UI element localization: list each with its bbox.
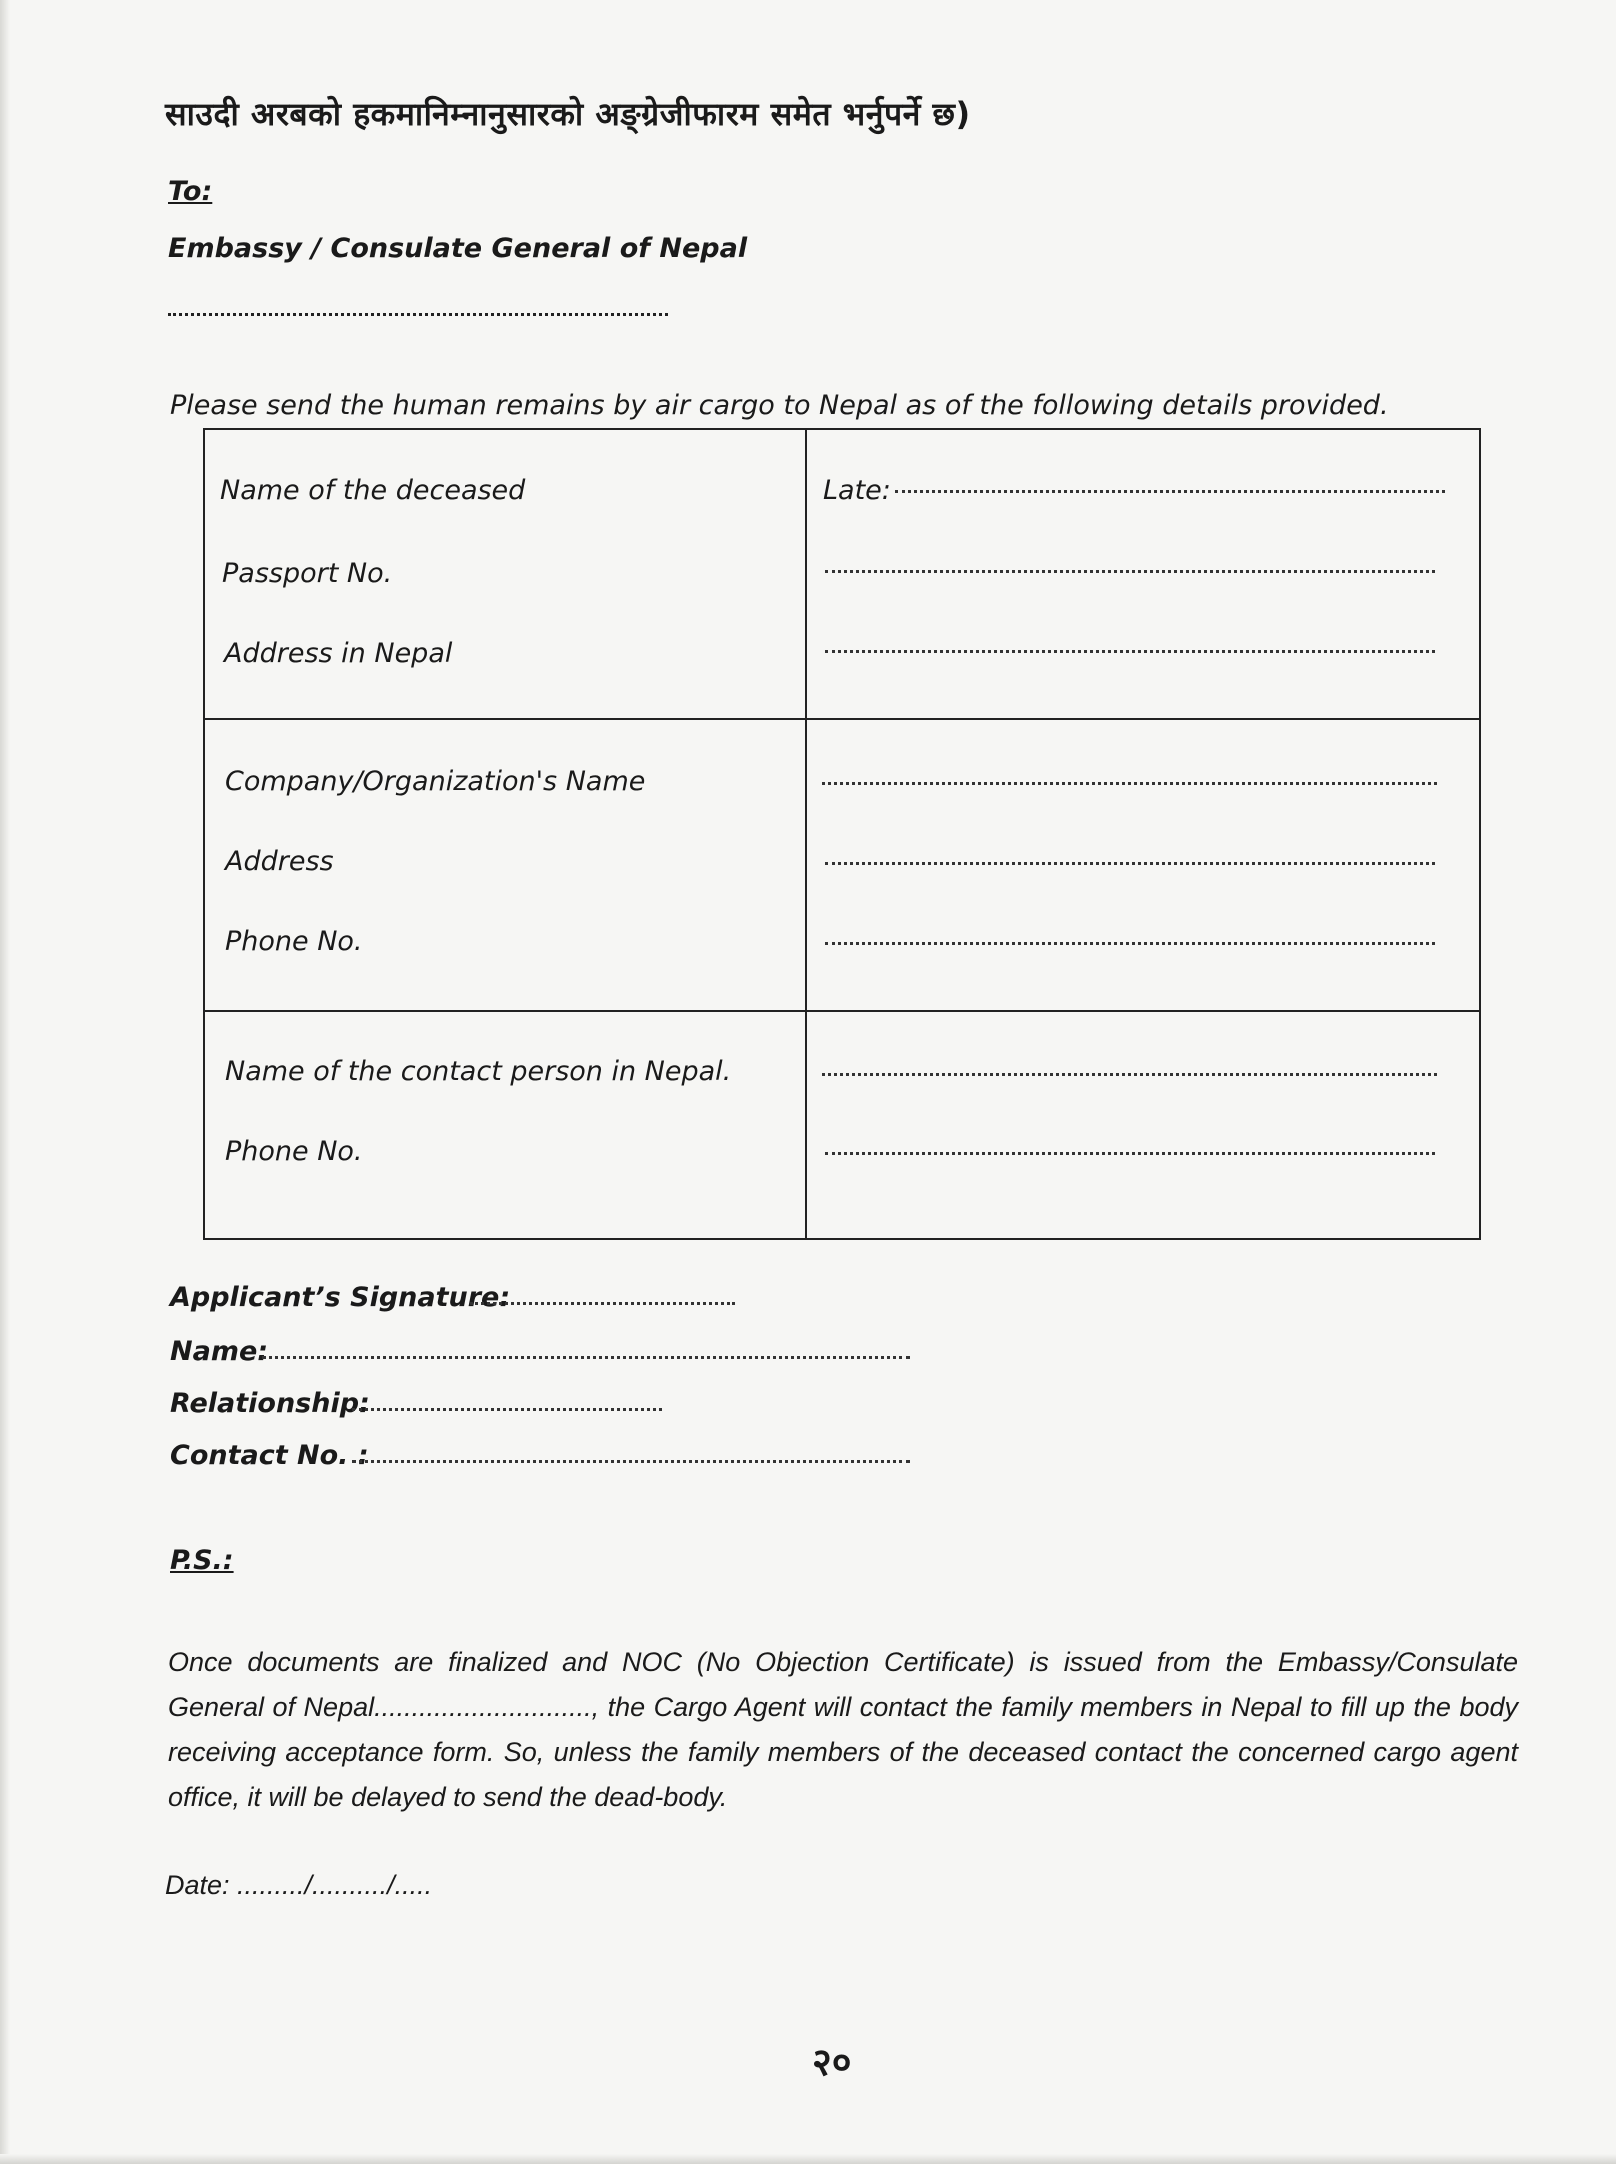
table-row-divider	[203, 718, 1481, 720]
relationship-label: Relationship:	[170, 1388, 370, 1419]
deceased-name-field[interactable]	[895, 490, 1445, 493]
deceased-name-label: Name of the deceased	[220, 475, 526, 506]
company-phone-label: Phone No.	[225, 926, 363, 957]
table-row-divider	[203, 1010, 1481, 1012]
contact-person-field[interactable]	[822, 1073, 1437, 1076]
late-label: Late:	[823, 475, 891, 506]
applicant-name-field[interactable]	[262, 1356, 910, 1359]
embassy-name: Embassy / Consulate General of Nepal	[168, 233, 748, 264]
contact-phone-label: Phone No.	[225, 1136, 363, 1167]
applicant-signature-label: Applicant’s Signature:	[170, 1282, 511, 1313]
page-edge-shadow	[0, 0, 10, 2164]
details-table	[203, 428, 1481, 1240]
contact-person-label: Name of the contact person in Nepal.	[225, 1056, 732, 1087]
contact-no-label: Contact No. :	[170, 1440, 369, 1471]
company-phone-field[interactable]	[825, 942, 1435, 945]
intro-text: Please send the human remains by air cargo to Nepal as of the following details provided.	[170, 390, 1389, 421]
relationship-field[interactable]	[352, 1408, 662, 1411]
table-column-divider	[805, 428, 807, 1240]
company-address-field[interactable]	[825, 862, 1435, 865]
address-in-nepal-field[interactable]	[825, 650, 1435, 653]
contact-no-field[interactable]	[352, 1460, 910, 1463]
nepali-header-note: साउदी अरबको हकमानिम्नानुसारको अङ्ग्रेजीफारम समेत भर्नुपर्ने छ)	[165, 95, 971, 133]
applicant-name-label: Name:	[170, 1336, 269, 1367]
applicant-signature-field[interactable]	[470, 1302, 735, 1305]
passport-no-label: Passport No.	[222, 558, 393, 589]
address-in-nepal-label: Address in Nepal	[224, 638, 453, 669]
date-field[interactable]: Date: ........./........../.....	[165, 1870, 433, 1900]
ps-body-text: Once documents are finalized and NOC (No Objection Certificate) is issued from the Embassy/Consulate General of Nepal............................., the Cargo Agent will contact the family members in Nepal to fill up the body receiving acceptance form. So, unless the family members of the deceased contact the concerned cargo agent office, it will be delayed to send the dead-body.	[168, 1647, 1518, 1812]
company-name-field[interactable]	[822, 782, 1437, 785]
embassy-location-blank[interactable]	[168, 313, 668, 316]
page-bottom-shadow	[0, 2154, 1616, 2164]
contact-phone-field[interactable]	[825, 1152, 1435, 1155]
company-name-label: Company/Organization's Name	[225, 766, 646, 797]
company-address-label: Address	[225, 846, 334, 877]
to-label: To:	[168, 176, 213, 207]
ps-label: P.S.:	[170, 1545, 234, 1576]
passport-no-field[interactable]	[825, 570, 1435, 573]
page-number: २०	[812, 2040, 852, 2084]
